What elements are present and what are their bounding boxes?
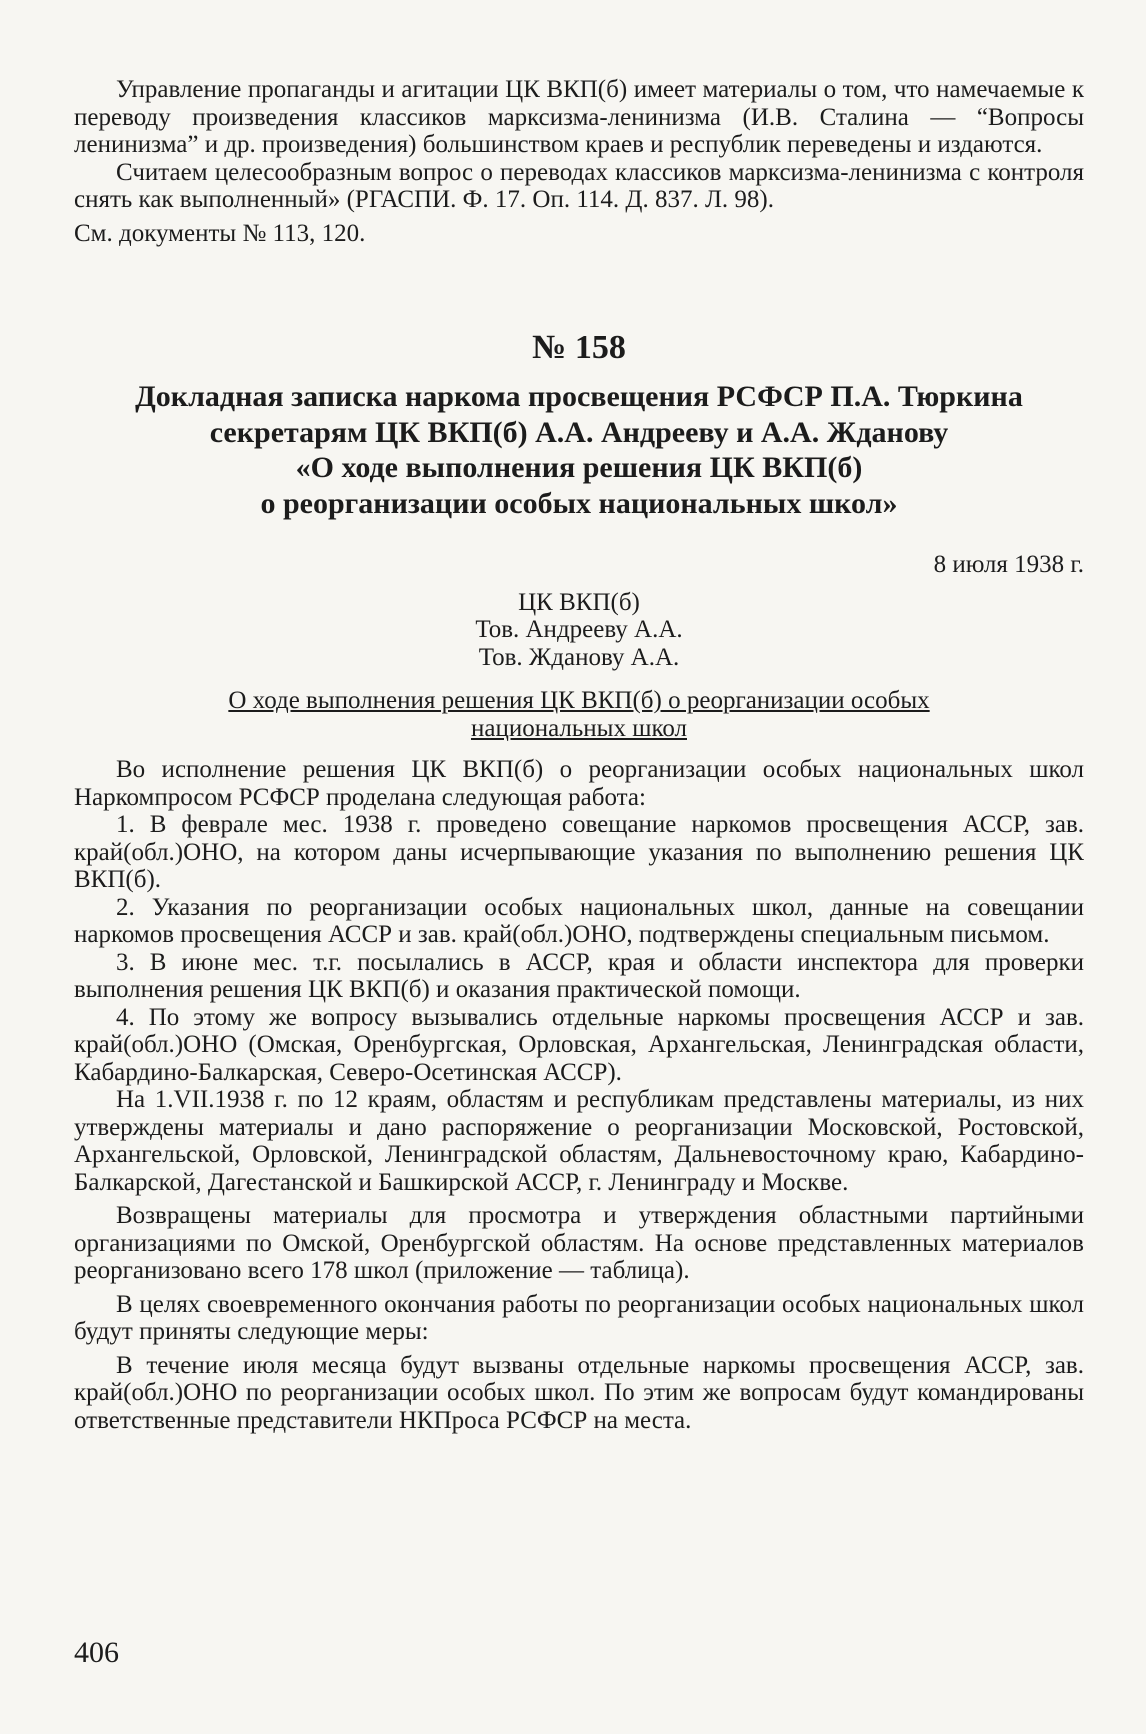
- page-number: 406: [74, 1636, 119, 1669]
- intro-paragraph-1: Управление пропаганды и агитации ЦК ВКП(б) имеет материалы о том, что намечаемые к переводу произведения классиков марксизма-ленинизма (И.В. Сталина — “Вопросы ленинизма” и др. произведения) большинством краев и республик переведены и издаются.: [74, 76, 1084, 158]
- addressee-line: ЦК ВКП(б): [518, 588, 640, 616]
- body-paragraph: 4. По этому же вопросу вызывались отдельные наркомы просвещения АССР и зав. край(обл.)ОНО (Омская, Оренбургская, Орловская, Архангельская, Ленинградская области, Кабардино-Балкарская, Северо-Осетинская АССР).: [74, 1003, 1084, 1086]
- see-also-reference: См. документы № 113, 120.: [74, 219, 366, 247]
- document-subject: [74, 687, 1084, 742]
- intro-paragraph-2: Считаем целесообразным вопрос о переводах классиков марксизма-ленинизма с контроля снять как выполненный» (РГАСПИ. Ф. 17. Оп. 114. Д. 837. Л. 98).: [74, 158, 1084, 213]
- document-title-line: о реорганизации особых национальных школ»: [260, 486, 898, 520]
- body-paragraph: 2. Указания по реорганизации особых национальных школ, данные на совещании наркомов просвещения АССР и зав. край(обл.)ОНО, подтверждены специальным письмом.: [74, 893, 1084, 948]
- body-paragraph: В течение июля месяца будут вызваны отдельные наркомы просвещения АССР, зав. край(обл.)ОНО по реорганизации особых школ. По этим же вопросам будут командированы ответственные представители НКПроса РСФСР на места.: [74, 1351, 1084, 1434]
- body-paragraph: 3. В июне мес. т.г. посылались в АССР, края и области инспектора для проверки выполнения решения ЦК ВКП(б) и оказания практической помощи.: [74, 948, 1084, 1003]
- document-body: [74, 756, 1084, 1434]
- document-title-line: секретарям ЦК ВКП(б) А.А. Андрееву и А.А. Жданову: [209, 415, 949, 449]
- body-paragraph: Возвращены материалы для просмотра и утверждения областными партийными организациями по Омской, Оренбургской областям. На основе представленных материалов реорганизовано всего 178 школ (приложение — таблица).: [74, 1202, 1084, 1284]
- page-content: [74, 76, 1084, 1434]
- body-paragraph: 1. В феврале мес. 1938 г. проведено совещание наркомов просвещения АССР, зав. край(обл.)ОНО, на котором даны исчерпывающие указания по выполнению решения ЦК ВКП(б).: [74, 811, 1084, 893]
- document-title-line: Докладная записка наркома просвещения РСФСР П.А. Тюркина: [135, 380, 1023, 413]
- subject-line: национальных школ: [470, 714, 687, 742]
- document-number: № 158: [532, 329, 626, 366]
- document-date: 8 июля 1938 г.: [933, 551, 1084, 578]
- body-paragraph: На 1.VII.1938 г. по 12 краям, областям и республикам представлены материалы, из них утверждены материалы и дано распоряжение о реорганизации Московской, Ростовской, Архангельской, Орловской, Ленинградской областям, Дальневосточному краю, Кабардино-Балкарской, Дагестанской и Башкирской АССР, г. Ленинграду и Москве.: [74, 1086, 1084, 1196]
- subject-line: О ходе выполнения решения ЦК ВКП(б) о реорганизации особых: [228, 687, 930, 714]
- body-paragraph: В целях своевременного окончания работы по реорганизации особых национальных школ будут приняты следующие меры:: [74, 1290, 1084, 1345]
- document-title: [74, 379, 1084, 521]
- body-paragraph: Во исполнение решения ЦК ВКП(б) о реорганизации особых национальных школ Наркомпросом РСФСР проделана следующая работа:: [74, 756, 1084, 811]
- document-title-line: «О ходе выполнения решения ЦК ВКП(б): [295, 451, 863, 484]
- addressee-block: [74, 589, 1084, 672]
- addressee-line: Тов. Андрееву А.А.: [475, 616, 683, 643]
- addressee-line: Тов. Жданову А.А.: [478, 643, 680, 671]
